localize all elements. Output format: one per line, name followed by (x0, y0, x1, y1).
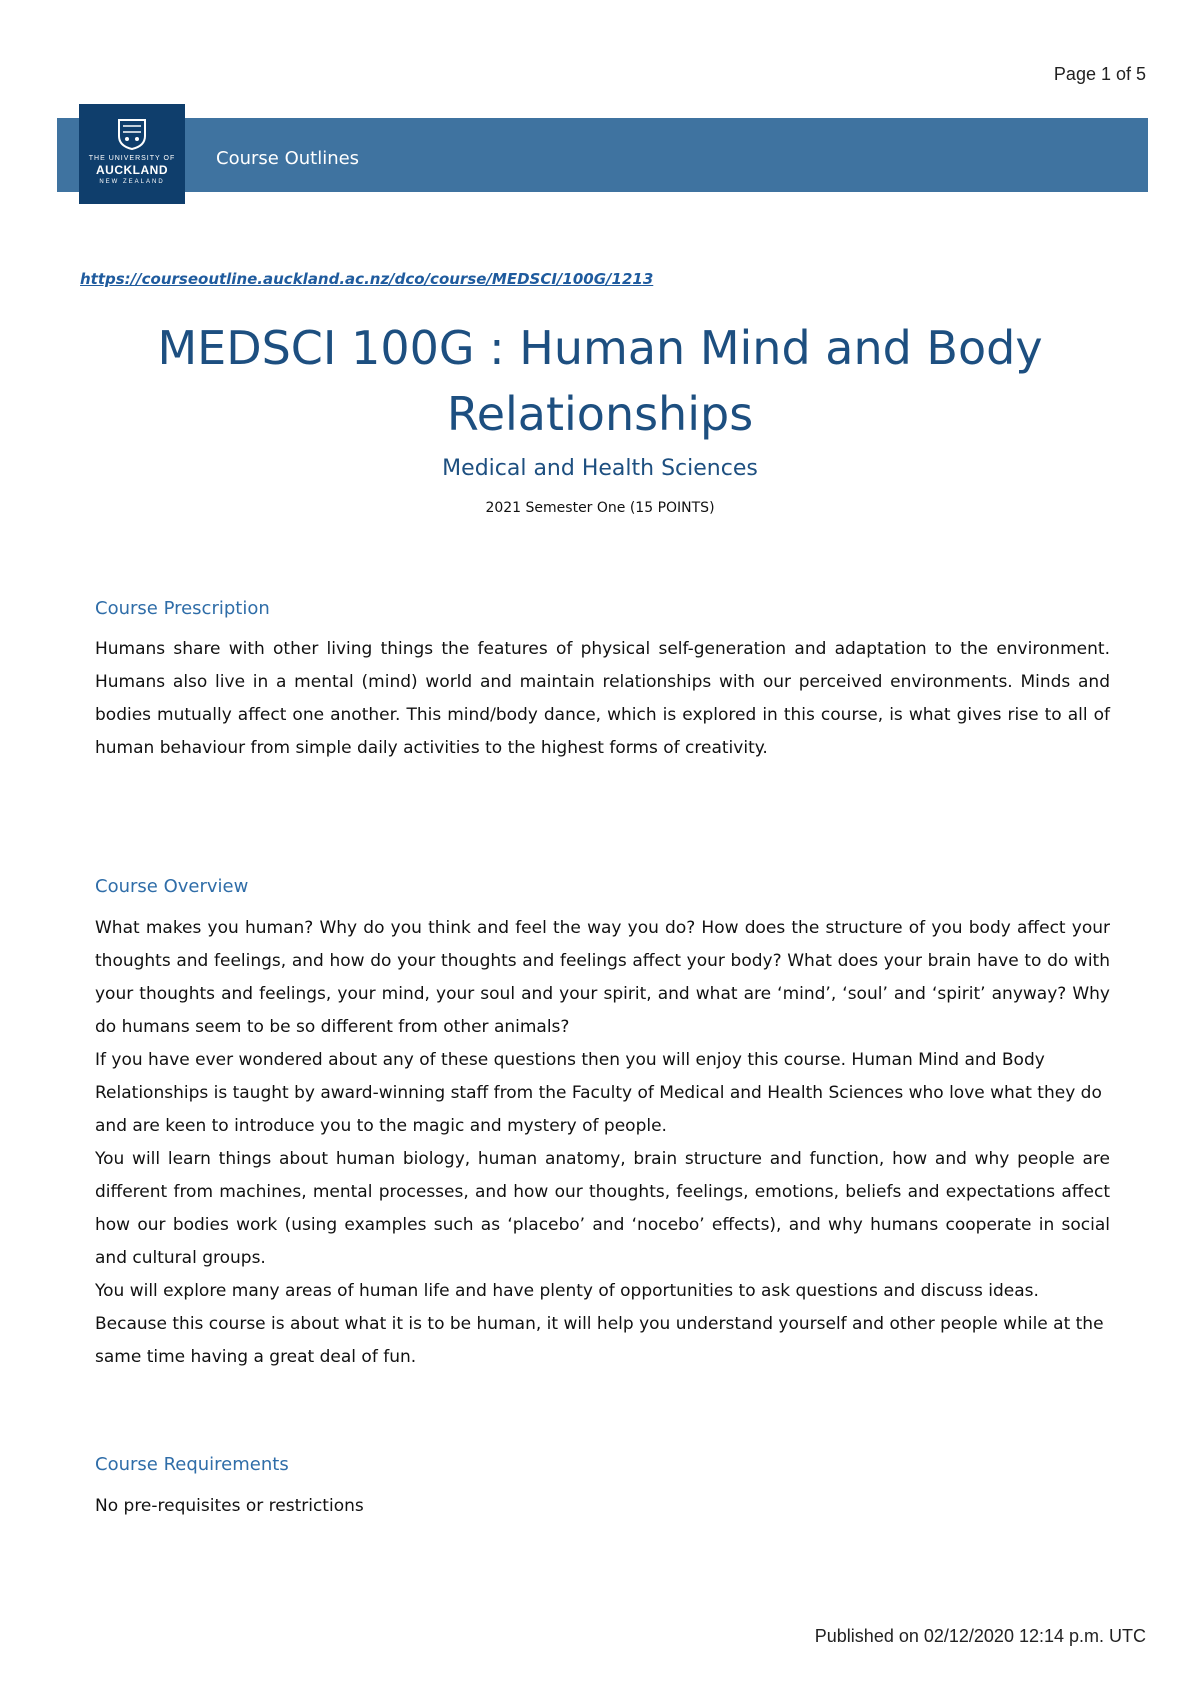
overview-heading: Course Overview (95, 876, 249, 897)
prescription-heading: Course Prescription (95, 598, 270, 619)
logo-line-1: THE UNIVERSITY OF (88, 155, 176, 162)
overview-paragraph: If you have ever wondered about any of these questions then you will enjoy this course. Human Mind and Body Relationships is taught by award-winning staff from the Faculty of Medical and Health Sciences who love what they do and are keen to introduce you to the magic and mystery of people. (95, 1050, 1102, 1136)
requirements-text: No pre-requisites or restrictions (95, 1496, 364, 1516)
semester-info: 2021 Semester One (15 POINTS) (485, 500, 715, 516)
crest-icon (117, 118, 147, 150)
course-url-link[interactable]: https://courseoutline.auckland.ac.nz/dco/course/MEDSCI/100G/1213 (80, 270, 654, 288)
prescription-text: Humans share with other living things the features of physical self-generation and adaptation to the environment. Humans also live in a mental (mind) world and maintain relationships with our perceived environments. Minds and bodies mutually affect one another. This mind/body dance, which is explored in this course, is what gives rise to all of human behaviour from simple daily activities to the highest forms of creativity. (95, 639, 1110, 758)
page-number: Page 1 of 5 (1053, 64, 1146, 84)
published-date: Published on 02/12/2020 12:14 p.m. UTC (814, 1626, 1146, 1646)
logo-line-2: AUCKLAND (96, 163, 168, 177)
requirements-heading: Course Requirements (95, 1454, 289, 1475)
overview-paragraph: You will explore many areas of human life and have plenty of opportunities to ask questions and discuss ideas. Because this course is about what it is to be human, it will help you understand yourself and other people while at the same time having a great deal of fun. (95, 1281, 1104, 1367)
course-title: MEDSCI 100G : Human Mind and Body Relationships (157, 321, 1043, 441)
banner-title[interactable]: Course Outlines (216, 148, 360, 169)
overview-body (95, 912, 1110, 1374)
logo-line-3: NEW ZEALAND (99, 179, 165, 185)
overview-paragraph: What makes you human? Why do you think and feel the way you do? How does the structure of you body affect your thoughts and feelings, and how do your thoughts and feelings affect your body? What does your brain have to do with your thoughts and feelings, your mind, your soul and your spirit, and what are ‘mind’, ‘soul’ and ‘spirit’ anyway? Why do humans seem to be so different from other animals? (95, 918, 1110, 1037)
overview-paragraph: You will learn things about human biology, human anatomy, brain structure and function, how and why people are different from machines, mental processes, and how our thoughts, feelings, emotions, beliefs and expectations affect how our bodies work (using examples such as ‘placebo’ and ‘nocebo’ effects), and why humans cooperate in social and cultural groups. (95, 1149, 1110, 1268)
university-logo[interactable] (79, 104, 185, 204)
faculty-name: Medical and Health Sciences (442, 456, 758, 481)
